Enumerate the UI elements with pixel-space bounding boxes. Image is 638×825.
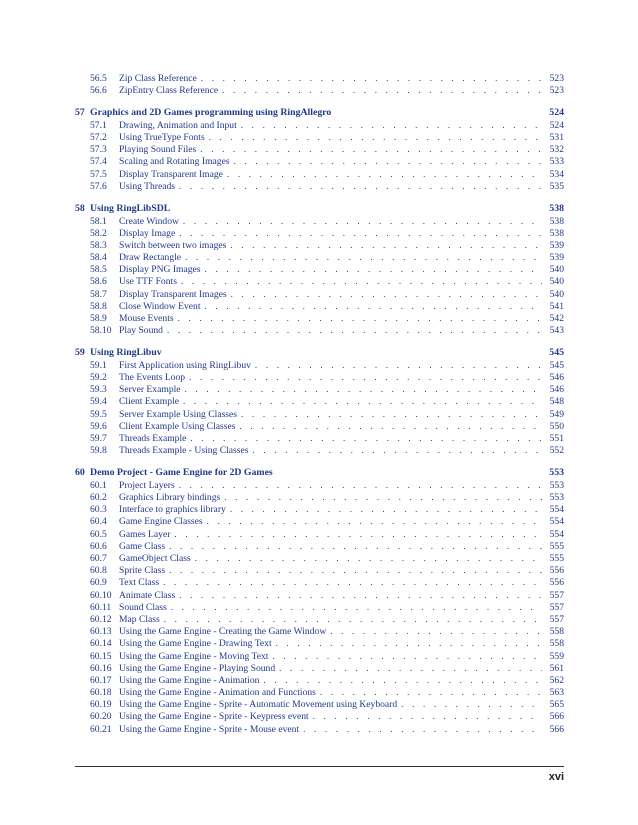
- section-title-link[interactable]: GameObject Class: [119, 553, 191, 564]
- toc-entry[interactable]: [75, 324, 564, 336]
- page-ref-link[interactable]: 554: [549, 528, 564, 540]
- toc-entry[interactable]: [75, 528, 564, 540]
- page-ref-link[interactable]: 540: [549, 288, 564, 300]
- section-number: 57.4: [90, 156, 107, 168]
- dot-leader: [255, 359, 542, 371]
- dot-leader: [303, 723, 542, 735]
- section-number: 60.7: [90, 553, 107, 564]
- section-title-link[interactable]: Game Engine Classes: [119, 516, 203, 528]
- dot-leader: [222, 84, 542, 96]
- page-number: xvi: [548, 771, 564, 783]
- toc-entry[interactable]: [75, 312, 564, 324]
- section-number: 60.12: [90, 613, 112, 625]
- section-title-link[interactable]: Server Example: [119, 384, 181, 396]
- page-ref-link[interactable]: 539: [549, 239, 564, 251]
- section-title-link[interactable]: Switch between two images: [119, 239, 227, 251]
- section-title-link[interactable]: Animate Class: [119, 589, 176, 601]
- dot-leader: [231, 288, 542, 300]
- page-ref-link[interactable]: 558: [549, 626, 564, 638]
- page-ref-link[interactable]: 538: [549, 227, 564, 239]
- section-number: 60.5: [90, 528, 107, 540]
- dot-leader: [241, 408, 542, 420]
- page-ref-link[interactable]: 548: [549, 396, 564, 408]
- dot-leader: [224, 491, 542, 503]
- dot-leader: [195, 552, 542, 564]
- section-title-link[interactable]: Display Transparent Image: [119, 168, 223, 180]
- section-number: 60.13: [90, 626, 112, 638]
- section-number: 57.3: [90, 144, 107, 156]
- page-ref-link[interactable]: 545: [549, 359, 564, 371]
- dot-leader: [239, 420, 542, 432]
- page-ref-link[interactable]: 524: [549, 106, 564, 118]
- section-number: 60.16: [90, 662, 112, 674]
- toc-entry[interactable]: [75, 625, 564, 637]
- page-ref-link[interactable]: 552: [549, 445, 564, 457]
- section-title-link[interactable]: Project Layers: [119, 479, 175, 491]
- section-title-link[interactable]: Close Window Event: [119, 300, 201, 312]
- chapter-title-link[interactable]: Graphics and 2D Games programming using RingAllegro: [90, 106, 332, 118]
- dot-leader: [179, 589, 542, 601]
- toc-entry[interactable]: [75, 155, 564, 167]
- section-title-link[interactable]: Display PNG Images: [119, 264, 201, 276]
- section-title-link[interactable]: Threads Example - Using Classes: [119, 445, 249, 457]
- toc-entry[interactable]: [75, 576, 564, 588]
- section-number: 56.5: [90, 73, 107, 84]
- toc-entry[interactable]: [75, 215, 564, 227]
- section-title-link[interactable]: Playing Sound Files: [119, 144, 197, 156]
- section-number: 60.20: [90, 711, 112, 723]
- toc-entry[interactable]: [75, 674, 564, 686]
- section-title-link[interactable]: Sound Class: [119, 601, 167, 613]
- section-title-link[interactable]: Using the Game Engine - Sprite - Keypress event: [119, 711, 309, 723]
- page-ref-link[interactable]: 557: [549, 613, 564, 625]
- dot-leader: [207, 515, 542, 527]
- section-title-link[interactable]: Play Sound: [119, 325, 163, 337]
- toc-entry[interactable]: [75, 288, 564, 300]
- section-title-link[interactable]: Sprite Class: [119, 565, 166, 577]
- section-title-link[interactable]: First Application using RingLibuv: [119, 359, 251, 371]
- toc-chapter[interactable]: [75, 202, 564, 215]
- section-title-link[interactable]: Map Class: [119, 613, 160, 625]
- section-title-link[interactable]: Client Example: [119, 396, 179, 408]
- page-ref-link[interactable]: 550: [549, 420, 564, 432]
- section-number: 59.2: [90, 372, 107, 384]
- section-title-link[interactable]: Threads Example: [119, 433, 187, 444]
- section-number: 57.2: [90, 132, 107, 144]
- section-title-link[interactable]: Graphics Library bindings: [119, 492, 221, 504]
- section-title-link[interactable]: Using the Game Engine - Animation: [119, 674, 260, 686]
- page-ref-link[interactable]: 524: [549, 119, 564, 131]
- section-title-link[interactable]: Games Layer: [119, 528, 171, 540]
- footer-rule: [75, 766, 564, 767]
- section-number: 58.10: [90, 325, 112, 337]
- dot-leader: [230, 239, 542, 251]
- chapter-number: 59: [75, 346, 85, 358]
- section-title-link[interactable]: The Events Loop: [119, 372, 186, 384]
- page-ref-link[interactable]: 563: [549, 687, 564, 699]
- section-number: 59.8: [90, 445, 107, 457]
- section-title-link[interactable]: Using the Game Engine - Creating the Game Window: [119, 626, 327, 638]
- page-ref-link[interactable]: 561: [549, 662, 564, 674]
- page-ref-link[interactable]: 553: [549, 492, 564, 504]
- page-ref-link[interactable]: 554: [549, 504, 564, 516]
- page-ref-link[interactable]: 543: [549, 325, 564, 337]
- dot-leader: [205, 263, 542, 275]
- section-number: 59.5: [90, 408, 107, 420]
- section-number: 59.3: [90, 384, 107, 396]
- toc-entry[interactable]: [75, 710, 564, 722]
- page-ref-link[interactable]: 555: [549, 540, 564, 552]
- chapter-number: 60: [75, 466, 85, 478]
- section-title-link[interactable]: Drawing, Animation and Input: [119, 119, 237, 131]
- page-ref-link[interactable]: 559: [549, 650, 564, 662]
- dot-leader: [189, 371, 542, 383]
- section-number: 60.1: [90, 479, 107, 491]
- toc-entry[interactable]: [75, 300, 564, 312]
- toc-entry[interactable]: [75, 420, 564, 432]
- toc-entry[interactable]: [75, 552, 564, 564]
- toc-entry[interactable]: [75, 408, 564, 420]
- section-number: 57.5: [90, 168, 107, 180]
- toc-entry[interactable]: [75, 613, 564, 625]
- page-ref-link[interactable]: 532: [549, 144, 564, 156]
- section-number: 60.19: [90, 699, 112, 711]
- toc-entry[interactable]: [75, 589, 564, 601]
- toc-entry[interactable]: [75, 723, 564, 735]
- dot-leader: [178, 312, 542, 324]
- dot-leader: [171, 601, 542, 613]
- section-title-link[interactable]: Create Window: [119, 215, 179, 227]
- dot-leader: [190, 432, 542, 444]
- page-ref-link[interactable]: 538: [549, 202, 564, 214]
- dot-leader: [179, 180, 542, 192]
- toc-entry[interactable]: [75, 72, 564, 84]
- dot-leader: [185, 383, 542, 395]
- section-number: 58.8: [90, 300, 107, 312]
- toc-entry[interactable]: [75, 637, 564, 649]
- page-ref-link[interactable]: 545: [549, 346, 564, 358]
- section-number: 58.5: [90, 264, 107, 276]
- section-number: 60.17: [90, 674, 112, 686]
- table-of-contents: [75, 72, 564, 735]
- section-title-link[interactable]: Using the Game Engine - Moving Text: [119, 650, 269, 662]
- toc-entry[interactable]: [75, 371, 564, 383]
- section-number: 57.6: [90, 180, 107, 192]
- section-title-link[interactable]: ZipEntry Class Reference: [119, 85, 219, 97]
- page-ref-link[interactable]: 538: [549, 215, 564, 227]
- dot-leader: [167, 324, 542, 336]
- toc-entry[interactable]: [75, 601, 564, 613]
- page-ref-link[interactable]: 539: [549, 252, 564, 264]
- page-ref-link[interactable]: 540: [549, 276, 564, 288]
- page-ref-link[interactable]: 555: [549, 553, 564, 564]
- page-ref-link[interactable]: 540: [549, 264, 564, 276]
- toc-entry[interactable]: [75, 168, 564, 180]
- dot-leader: [200, 143, 542, 155]
- dot-leader: [230, 503, 542, 515]
- page-ref-link[interactable]: 549: [549, 408, 564, 420]
- page-ref-link[interactable]: 523: [549, 73, 564, 84]
- toc-entry[interactable]: [75, 263, 564, 275]
- dot-leader: [164, 613, 542, 625]
- toc-entry[interactable]: [75, 180, 564, 192]
- toc-entry[interactable]: [75, 275, 564, 287]
- section-title-link[interactable]: Using TrueType Fonts: [119, 132, 205, 144]
- section-number: 58.7: [90, 288, 107, 300]
- page-ref-link[interactable]: 553: [549, 479, 564, 491]
- dot-leader: [201, 72, 542, 84]
- dot-leader: [185, 251, 542, 263]
- toc-entry[interactable]: [75, 491, 564, 503]
- page-ref-link[interactable]: 565: [549, 699, 564, 711]
- page-ref-link[interactable]: 558: [549, 638, 564, 650]
- dot-leader: [320, 686, 542, 698]
- section-number: 59.1: [90, 359, 107, 371]
- section-title-link[interactable]: Scaling and Rotating Images: [119, 156, 230, 168]
- section-number: 59.4: [90, 396, 107, 408]
- toc-entry[interactable]: [75, 479, 564, 491]
- dot-leader: [179, 479, 542, 491]
- page-ref-link[interactable]: 531: [549, 132, 564, 144]
- toc-chapter[interactable]: [75, 346, 564, 359]
- section-number: 58.1: [90, 215, 107, 227]
- page-ref-link[interactable]: 562: [549, 674, 564, 686]
- dot-leader: [272, 650, 542, 662]
- chapter-title-link[interactable]: Using RingLibSDL: [90, 202, 171, 214]
- section-number: 58.9: [90, 313, 107, 324]
- section-title-link[interactable]: Use TTF Fonts: [119, 276, 177, 288]
- toc-entry[interactable]: [75, 143, 564, 155]
- section-title-link[interactable]: Using the Game Engine - Drawing Text: [119, 638, 272, 650]
- section-title-link[interactable]: Client Example Using Classes: [119, 420, 236, 432]
- section-title-link[interactable]: Display Image: [119, 227, 176, 239]
- page-ref-link[interactable]: 556: [549, 577, 564, 589]
- section-number: 60.14: [90, 638, 112, 650]
- chapter-title-link[interactable]: Demo Project - Game Engine for 2D Games: [90, 466, 273, 478]
- section-number: 60.4: [90, 516, 107, 528]
- dot-leader: [279, 662, 542, 674]
- section-number: 60.21: [90, 723, 112, 735]
- dot-leader: [234, 155, 542, 167]
- dot-leader: [276, 637, 542, 649]
- toc-entry[interactable]: [75, 698, 564, 710]
- toc-entry[interactable]: [75, 564, 564, 576]
- dot-leader: [253, 444, 543, 456]
- chapter-title-link[interactable]: Using RingLibuv: [90, 346, 162, 358]
- section-number: 60.2: [90, 492, 107, 504]
- section-title-link[interactable]: Using the Game Engine - Playing Sound: [119, 662, 276, 674]
- section-number: 60.11: [90, 601, 112, 613]
- section-number: 58.2: [90, 227, 107, 239]
- dot-leader: [263, 674, 542, 686]
- dot-leader: [330, 625, 542, 637]
- section-title-link[interactable]: Mouse Events: [119, 313, 174, 324]
- toc-entry[interactable]: [75, 686, 564, 698]
- section-number: 60.9: [90, 577, 107, 589]
- page-ref-link[interactable]: 535: [549, 180, 564, 192]
- dot-leader: [169, 540, 542, 552]
- toc-entry[interactable]: [75, 227, 564, 239]
- toc-entry[interactable]: [75, 432, 564, 444]
- page-ref-link[interactable]: 557: [549, 589, 564, 601]
- section-title-link[interactable]: Draw Rectangle: [119, 252, 182, 264]
- section-title-link[interactable]: Text Class: [119, 577, 160, 589]
- dot-leader: [179, 227, 542, 239]
- section-title-link[interactable]: Server Example Using Classes: [119, 408, 238, 420]
- toc-entry[interactable]: [75, 239, 564, 251]
- dot-leader: [227, 168, 542, 180]
- toc-entry[interactable]: [75, 119, 564, 131]
- dot-leader: [241, 119, 542, 131]
- section-title-link[interactable]: Game Class: [119, 540, 166, 552]
- section-number: 56.6: [90, 85, 107, 97]
- toc-chapter[interactable]: [75, 106, 564, 119]
- page-ref-link[interactable]: 553: [549, 466, 564, 478]
- section-number: 59.6: [90, 420, 107, 432]
- dot-leader: [183, 395, 542, 407]
- section-number: 60.18: [90, 687, 112, 699]
- chapter-number: 58: [75, 202, 85, 214]
- section-title-link[interactable]: Using the Game Engine - Animation and Functions: [119, 687, 316, 699]
- page-ref-link[interactable]: 534: [549, 168, 564, 180]
- page-ref-link[interactable]: 541: [549, 300, 564, 312]
- toc-entry[interactable]: [75, 84, 564, 96]
- toc-entry[interactable]: [75, 383, 564, 395]
- page-ref-link[interactable]: 546: [549, 372, 564, 384]
- section-title-link[interactable]: Using Threads: [119, 180, 176, 192]
- toc-entry[interactable]: [75, 131, 564, 143]
- section-title-link[interactable]: Using the Game Engine - Sprite - Mouse event: [119, 723, 300, 735]
- dot-leader: [183, 215, 542, 227]
- toc-entry[interactable]: [75, 395, 564, 407]
- toc-entry[interactable]: [75, 650, 564, 662]
- page-ref-link[interactable]: 557: [549, 601, 564, 613]
- section-number: 57.1: [90, 119, 107, 131]
- page-ref-link[interactable]: 523: [549, 85, 564, 97]
- section-number: 60.8: [90, 565, 107, 577]
- section-number: 60.6: [90, 540, 107, 552]
- page-ref-link[interactable]: 566: [549, 723, 564, 735]
- dot-leader: [401, 698, 542, 710]
- page-ref-link[interactable]: 566: [549, 711, 564, 723]
- toc-chapter[interactable]: [75, 466, 564, 479]
- section-number: 58.4: [90, 252, 107, 264]
- dot-leader: [169, 564, 542, 576]
- dot-leader: [313, 710, 542, 722]
- dot-leader: [181, 275, 542, 287]
- toc-entry[interactable]: [75, 444, 564, 456]
- dot-leader: [205, 300, 542, 312]
- section-title-link[interactable]: Display Transparent Images: [119, 288, 227, 300]
- toc-entry[interactable]: [75, 540, 564, 552]
- page-ref-link[interactable]: 554: [549, 516, 564, 528]
- section-number: 60.15: [90, 650, 112, 662]
- page-ref-link[interactable]: 556: [549, 565, 564, 577]
- dot-leader: [163, 576, 542, 588]
- section-number: 60.3: [90, 504, 107, 516]
- section-title-link[interactable]: Using the Game Engine - Sprite - Automatic Movement using Keyboard: [119, 699, 398, 711]
- toc-entry[interactable]: [75, 251, 564, 263]
- section-number: 58.3: [90, 239, 107, 251]
- section-number: 59.7: [90, 433, 107, 444]
- page-ref-link[interactable]: 542: [549, 313, 564, 324]
- toc-entry[interactable]: [75, 503, 564, 515]
- section-number: 58.6: [90, 276, 107, 288]
- page-ref-link[interactable]: 546: [549, 384, 564, 396]
- page-ref-link[interactable]: 533: [549, 156, 564, 168]
- section-number: 60.10: [90, 589, 112, 601]
- toc-entry[interactable]: [75, 515, 564, 527]
- chapter-number: 57: [75, 106, 85, 118]
- toc-entry[interactable]: [75, 662, 564, 674]
- dot-leader: [209, 131, 542, 143]
- toc-entry[interactable]: [75, 359, 564, 371]
- dot-leader: [174, 528, 542, 540]
- section-title-link[interactable]: Zip Class Reference: [119, 73, 197, 84]
- page-ref-link[interactable]: 551: [549, 433, 564, 444]
- section-title-link[interactable]: Interface to graphics library: [119, 504, 226, 516]
